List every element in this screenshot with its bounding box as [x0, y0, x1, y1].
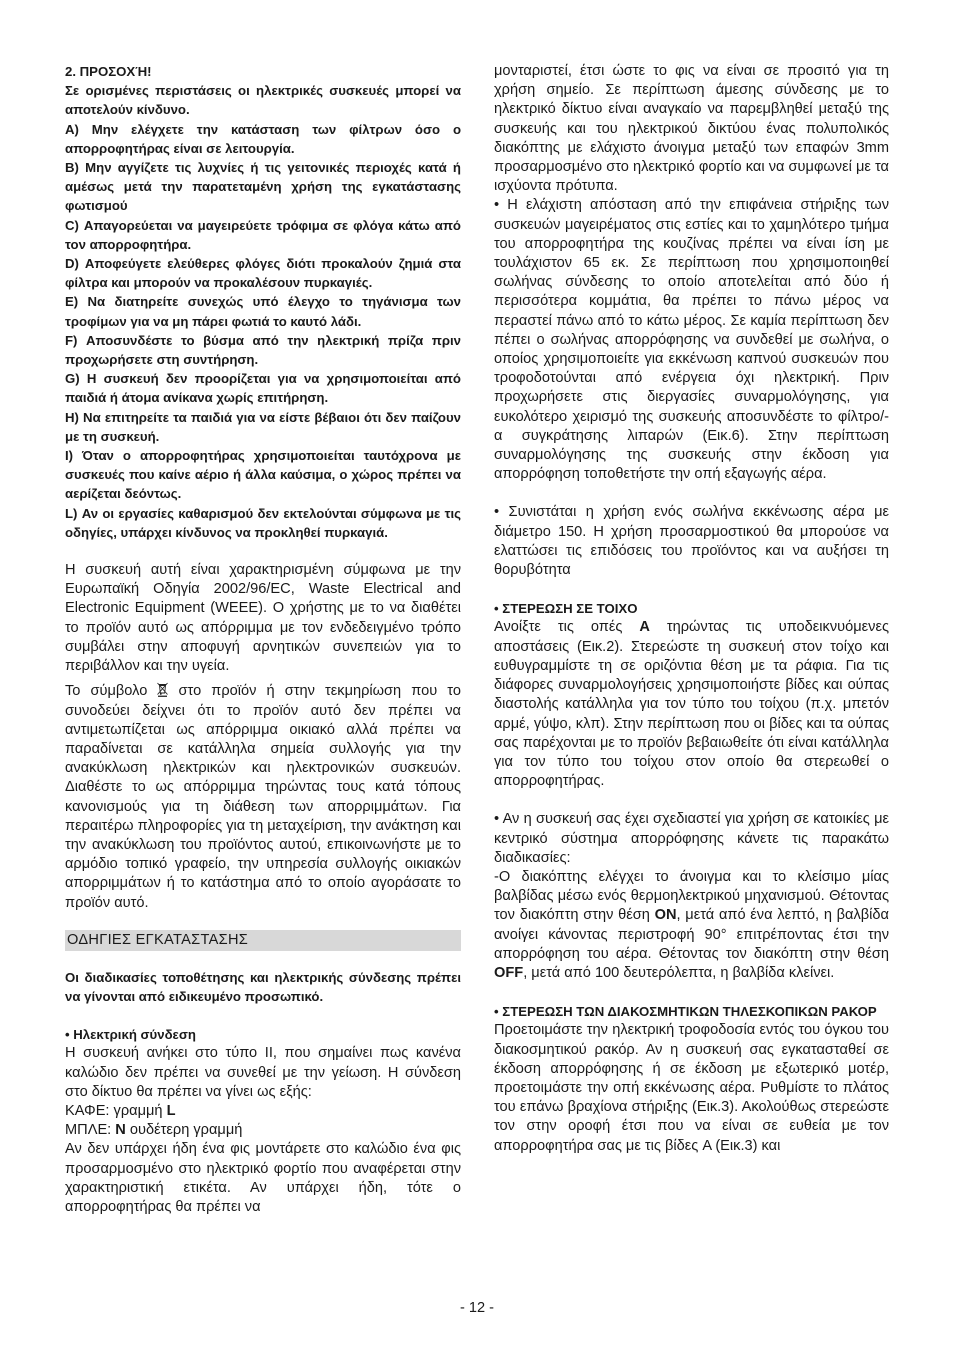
switch-on-label: ON [654, 907, 677, 924]
telescopic-fittings-paragraph: Προετοιμάστε την ηλεκτρική τροφοδοσία εντός του όγκου του διακοσμητικού ρακόρ. Αν η συσκευή σας εγκατασταθεί σε έκδοση απορρόφησης ή σε έκδοση με εξωτερικό μοτέρ, προετοιμάστε την οπή εκκένωσης αέρα. Ρυθμίστε το πλάτος του επάνω βραχίονα στήριξης (Εικ.3). Ακολούθως στερεώστε τον στην οροφή έτσι που να είναι σε ευθεία με τον απορροφητήρα σας με τις βίδες A (Εικ.3) και [494, 1022, 889, 1154]
continued-paragraph: μονταριστεί, έτσι ώστε το φις να είναι σε προσιτό για τη χρήση σημείο. Σε περίπτωση άμεσης σύνδεσης με το ηλεκτρικό δίκτυο είναι αναγκαίο να παρεμβληθεί μεταξύ της συσκευής και του ηλεκτρικού δικτύου ένας πολυπολικός διακόπτης με ελάχιστο άνοιγμα μεταξύ των επαφών 3mm προσαρμοσμένο στο ηλεκτρικό φορτίο και να συμφωνεί με τα ισχύοντα πρότυπα. [494, 63, 889, 195]
warning-line: I) Όταν ο απορροφητήρας χρησιμοποιείται ταυτόχρονα με συσκευές που καίνε αέριο ή άλλα καύσιμα, ο χώρος πρέπει να αερίζεται δεόντως. [65, 448, 461, 502]
warning-line: D) Αποφεύγετε ελεύθερες φλόγες διότι προκαλούν ζημιά στα φίλτρα και μπορούν να προκαλέσουν πυρκαγιές. [65, 256, 461, 291]
brown-wire-line [65, 1102, 461, 1121]
plug-paragraph: Αν δεν υπάρχει ήδη ένα φις μοντάρετε στο καλώδιο ένα φις προσαρμοσμένο στο ηλεκτρικό φορτίο που αναφέρεται στην χαρακτηριστική ετικέτα. Αν υπάρχει ήδη, τότε ο απορροφητήρας θα πρέπει να [65, 1141, 461, 1215]
symbol-text-after: στο προϊόν ή στην τεκμηρίωση που το συνοδεύει δείχνει ότι το προϊόν αυτό δεν πρέπει να αντιμετωπίζεται ως απόρριμμα οικιακό αλλά πρέπει να παραδίνεται σε κατάλληλα σημεία συλλογής για την ανακύκλωση ηλεκτρικών και ηλεκτρονικών συσκευών. Διαθέστε το ως απόρριμμα τηρώντας τους κατά τόπους κανονισμούς για τη διάθεση των απορριμμάτων. Για περαιτέρω πληροφορίες για τη μεταχείριση, την ανάκτηση και την ανακύκλωση του προϊόντος αυτού, επικοινωνήστε με το αρμόδιο τοπικό γραφείο, την υπηρεσία συλλογής οικιακών απορριμμάτων ή το κατάστημα από το οποίο αγοράσατε το προϊόν αυτό. [65, 683, 461, 911]
switch-text-1: -Ο διακόπτης ελέγχει το άνοιγμα και το κλείσιμο μίας βαλβίδας μέσω ενός θερμοηλεκτρικού μηχανισμού. Θέτοντας τον διακόπτη στην θέση [494, 868, 889, 924]
warning-title: 2. ΠΡΟΣΟΧΉ! [65, 64, 152, 79]
switch-text-3: , μετά από 100 δευτερόλεπτα, η βαλβίδα κλείνει. [523, 964, 835, 981]
blue-wire-text: ουδέτερη γραμμή [129, 1122, 243, 1139]
left-column [65, 62, 461, 1217]
minimum-distance-paragraph: • Η ελάχιστη απόσταση από την επιφάνεια στήριξης των συσκευών μαγειρέματος στις εστίες και το χαμηλότερο τμήμα του απορροφητήρα της κουζίνας πρέπει να είναι ίση με τουλάχιστον 65 εκ. Σε περίπτωση που χρησιμοποιηθεί σωλήνας σύνδεσης το οποίο αποτελείται από δύο ή περισσότερα κομμάτια, θα πρέπει το πάνω μέρος να περαστεί πάνω από το κάτω μέρος. Σε καμία περίπτωση δεν πέπει ο σωλήνας απορρόφησης να συνδεθεί με σωλήνα, ο οποίος χρησιμοποιείτε για εκκένωση καπνού συσκευών που τροφοδοτούνται από ενέργεια όχι ηλεκτρική. Πριν προχωρήσετε στις διεργασίες συναρμολόγησης, για ευκολότερο χειρισμό της συσκευής αποσυνδέστε το φίλτρο/-α συγκράτησης λιπαρών (Εικ.6). Στην περίπτωση συναρμολόγησης της συσκευής στην έκδοση για απορρόφηση τοποθετήστε την οπή εξαγωγής αέρα. [494, 197, 889, 483]
installation-note: Οι διαδικασίες τοποθέτησης και ηλεκτρικής σύνδεσης πρέπει να γίνονται από ειδικευμένο προσωπικό. [65, 969, 461, 1004]
symbol-paragraph [65, 682, 461, 912]
electrical-connection-title: • Ηλεκτρική σύνδεση [65, 1027, 196, 1043]
warning-line: A) Μην ελέγχετε την κατάσταση των φίλτρων όσο ο απορροφητήρας είναι σε λειτουργία. [65, 121, 461, 156]
installation-heading: ΟΔΗΓΙΕΣ ΕΓΚΑΤΑΣΤΑΣΗΣ [65, 930, 461, 951]
switch-text-2: , μετά από ένα λεπτό, η βαλβίδα ανοίγει κάνοντας περιστροφή 90° επιτρέποντας έτσι την απορρόφηση του αέρα. Θέτοντας τον διακόπτη στην θέση [494, 907, 889, 962]
warning-line: Σε ορισμένες περιστάσεις οι ηλεκτρικές συσκευές μπορεί να αποτελούν κίνδυνο. [65, 83, 461, 118]
blue-wire-line [65, 1121, 461, 1140]
warning-line: E) Να διατηρείτε συνεχώς υπό έλεγχο το τηγάνισμα των τροφίμων για να μη πάρει φωτιά το καυτό λάδι. [65, 294, 461, 329]
warning-line: H) Να επιτηρείτε τα παιδιά για να είστε βέβαιοι ότι δεν παίζουν με τη συσκευή. [65, 409, 461, 444]
wall-mounting-text-after: τηρώντας τις υποδεικνυόμενες αποστάσεις (Εικ.2). Στερεώστε τη συσκευή στον τοίχο και ευθυγραμμίστε τη σε οριζόντια θέση με τα ράφια. Για τις διάφορες συναρμολογήσεις χρησιμοποιήστε βίδες και ούπας διαστολής κατάλληλα για τον τύπο του τοίχου (π.χ. μπετόν αρμέ, γύψο, κλπ). Στην περίπτωση που οι βίδες και τα ούπας σας παρέχονται με το προϊόν βεβαιωθείτε ότι είναι κατάλληλα για τον τύπο του τοίχου στον οποίο θα στερεωθεί ο απορροφητήρας. [494, 619, 889, 790]
page-number: - 12 - [459, 1300, 495, 1316]
warning-line: B) Μην αγγίζετε τις λυχνίες ή τις γειτονικές περιοχές κατά ή αμέσως μετά την παρατεταμένη χρήση της εγκατάστασης φωτισμού [65, 160, 461, 214]
warning-line: L) Αν οι εργασίες καθαρισμού δεν εκτελούνται σύμφωνα με τις οδηγίες, υπάρχει κίνδυνος να προκληθεί πυρκαγιά. [65, 505, 461, 540]
exhaust-pipe-paragraph: • Συνιστάται η χρήση ενός σωλήνα εκκένωσης αέρα με διάμετρο 150. Η χρήση προσαρμοστικού θα μπορούσε να ελαττώσει τις επιδόσεις του προϊόντος και να αυξήσει τη θορυβότητα [494, 504, 889, 579]
central-system-paragraph: • Αν η συσκευή σας έχει σχεδιαστεί για χρήση σε κατοικίες με κεντρικό σύστημα απορρόφησης κάνετε τις παρακάτω διαδικασίες: [494, 811, 889, 866]
wall-mounting-text-before: Ανοίξτε τις οπές [494, 619, 623, 636]
weee-paragraph: Η συσκευή αυτή είναι χαρακτηρισμένη σύμφωνα με την Ευρωπαϊκή Οδηγία 2002/96/EC, Waste Electrical and Electronic Equipment (WEEE). Ο χρήστης με το να διαθέτει το προϊόν αυτό ως απόρριμμα με τον ενδεδειγμένο τρόπο συμβάλει στην αποφυγή αρνητικών συνεπειών για το περιβάλλον και την υγεία. [65, 562, 461, 675]
electrical-connection-paragraph: Η συσκευή ανήκει στο τύπο II, που σημαίνει πως κανένα καλώδιο δεν πρέπει να συνεθεί με την γείωση. Η σύνδεση στο δίκτυο θα πρέπει να γίνει ως εξής: [65, 1045, 461, 1100]
warning-line: C) Απαγορεύεται να μαγειρεύετε τρόφιμα σε φλόγα κάτω από τον απορροφητήρα. [65, 217, 461, 252]
blue-wire-code: N [115, 1122, 126, 1139]
symbol-text-before: Το σύμβολο [65, 683, 148, 700]
wall-mounting-hole-label: A [639, 619, 650, 636]
switch-paragraph [494, 868, 889, 983]
warning-line: G) Η συσκευή δεν προορίζεται για να χρησιμοποιείται από παιδιά ή άτομα ανίκανα χωρίς επιτήρηση. [65, 371, 461, 406]
switch-off-label: OFF [494, 964, 524, 981]
warning-line: F) Αποσυνδέστε το βύσμα από την ηλεκτρική πρίζα πριν προχωρήσετε στη συντήρηση. [65, 332, 461, 368]
right-column [494, 62, 889, 1156]
blue-wire-label: ΜΠΛΕ: [65, 1122, 112, 1139]
wall-mounting-title: • ΣΤΕΡΕΩΣΗ ΣΕ ΤΟΙΧΟ [494, 601, 638, 617]
crossed-out-wheelie-bin-icon [157, 682, 168, 697]
wall-mounting-paragraph [494, 618, 889, 791]
telescopic-fittings-title: • ΣΤΕΡΕΩΣΗ ΤΩΝ ΔΙΑΚΟΣΜΗΤΙΚΩΝ ΤΗΛΕΣΚΟΠΙΚΩΝ ΡΑΚΟΡ [494, 1004, 877, 1020]
brown-wire-code: L [166, 1102, 176, 1119]
brown-wire-label: ΚΑΦΕ: γραμμή [65, 1102, 163, 1119]
